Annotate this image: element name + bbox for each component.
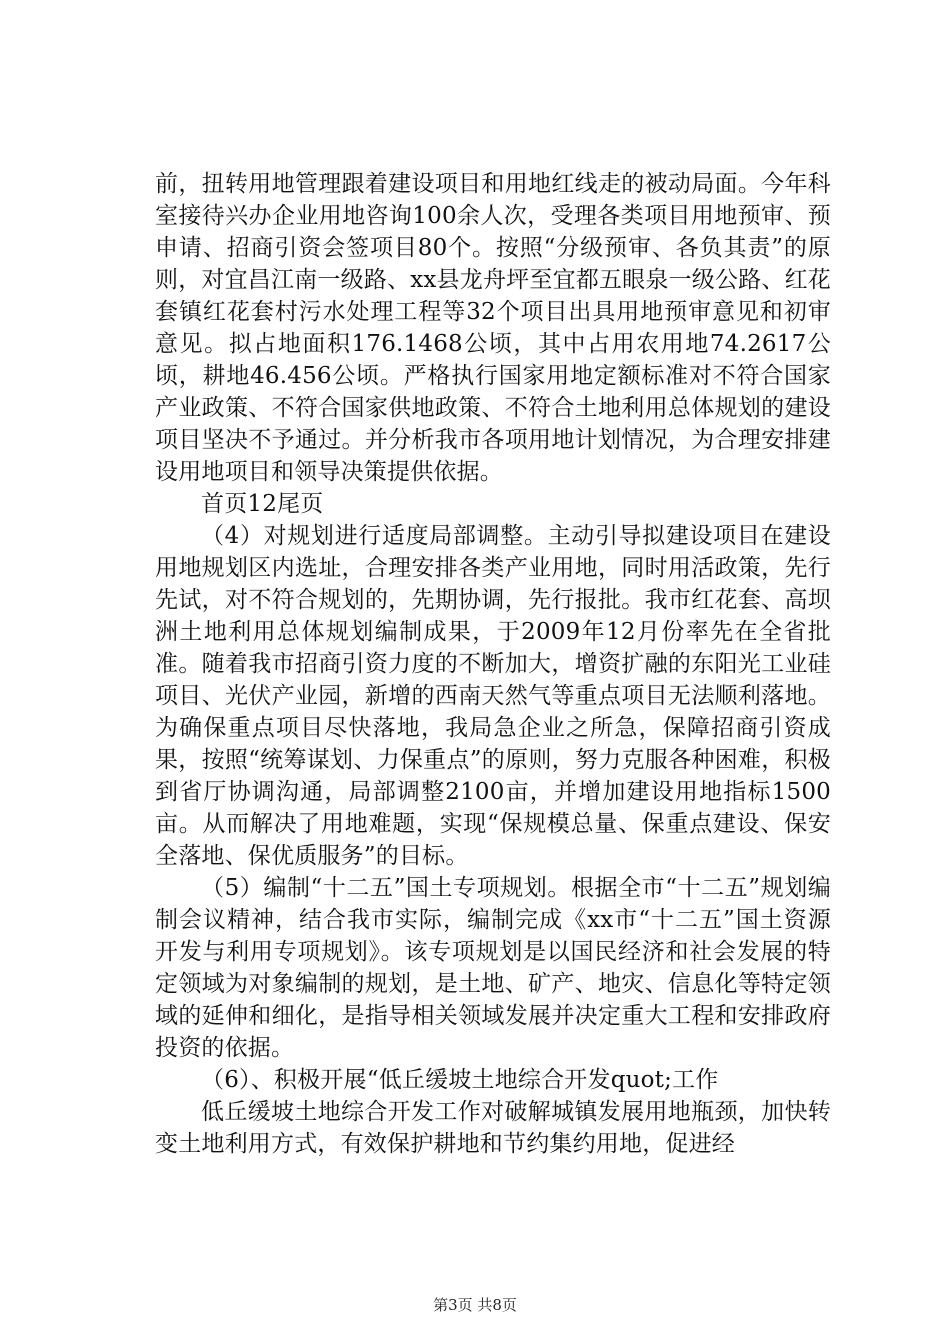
paragraph-item-6-body: 低丘缓坡土地综合开发工作对破解城镇发展用地瓶颈，加快转变土地利用方式，有效保护耕地和节约集约用地，促进经 [155,1099,831,1157]
paragraph-page-nav: 首页12尾页 [201,491,324,517]
paragraph-item-5: （5）编制“十二五”国土专项规划。根据全市“十二五”规划编制会议精神，结合我市实际，编制完成《xx市“十二五”国土资源开发与利用专项规划》。该专项规划是以国民经济和社会发展的特定领域为对象编制的规划，是土地、矿产、地灾、信息化等特定领域的延伸和细化，是指导相关领域发展并决定重大工程和安排政府投资的依据。 [155,875,831,1061]
paragraph-item-4: （4）对规划进行适度局部调整。主动引导拟建设项目在建设用地规划区内选址，合理安排各类产业用地，同时用活政策，先行先试，对不符合规划的，先期协调，先行报批。我市红花套、高坝洲土地利用总体规划编制成果，于2009年12月份率先在全省批准。随着我市招商引资力度的不断加大，增资扩融的东阳光工业硅项目、光伏产业园，新增的西南天然气等重点项目无法顺利落地。为确保重点项目尽快落地，我局急企业之所急，保障招商引资成果，按照“统筹谋划、力保重点”的原则，努力克服各种困难，积极到省厅协调沟通，局部调整2100亩，并增加建设用地指标1500亩。从而解决了用地难题，实现“保规模总量、保重点建设、保安全落地、保优质服务”的目标。 [155,523,831,869]
page-footer: 第3页 共8页 [433,1296,517,1314]
paragraph-1: 前，扭转用地管理跟着建设项目和用地红线走的被动局面。今年科室接待兴办企业用地咨询100余人次，受理各类项目用地预审、预申请、招商引资会签项目80个。按照“分级预审、各负其责”的原则，对宜昌江南一级路、xx县龙舟坪至宜都五眼泉一级公路、红花套镇红花套村污水处理工程等32个项目出具用地预审意见和初审意见。拟占地面积176.1468公顷，其中占用农用地74.2617公顷，耕地46.456公顷。严格执行国家用地定额标准对不符合国家产业政策、不符合国家供地政策、不符合土地利用总体规划的建设项目坚决不予通过。并分析我市各项用地计划情况，为合理安排建设用地项目和领导决策提供依据。 [155,171,831,485]
document-body [155,168,831,1160]
paragraph-item-6-heading: （6）、积极开展“低丘缓坡土地综合开发quot;工作 [201,1067,719,1093]
